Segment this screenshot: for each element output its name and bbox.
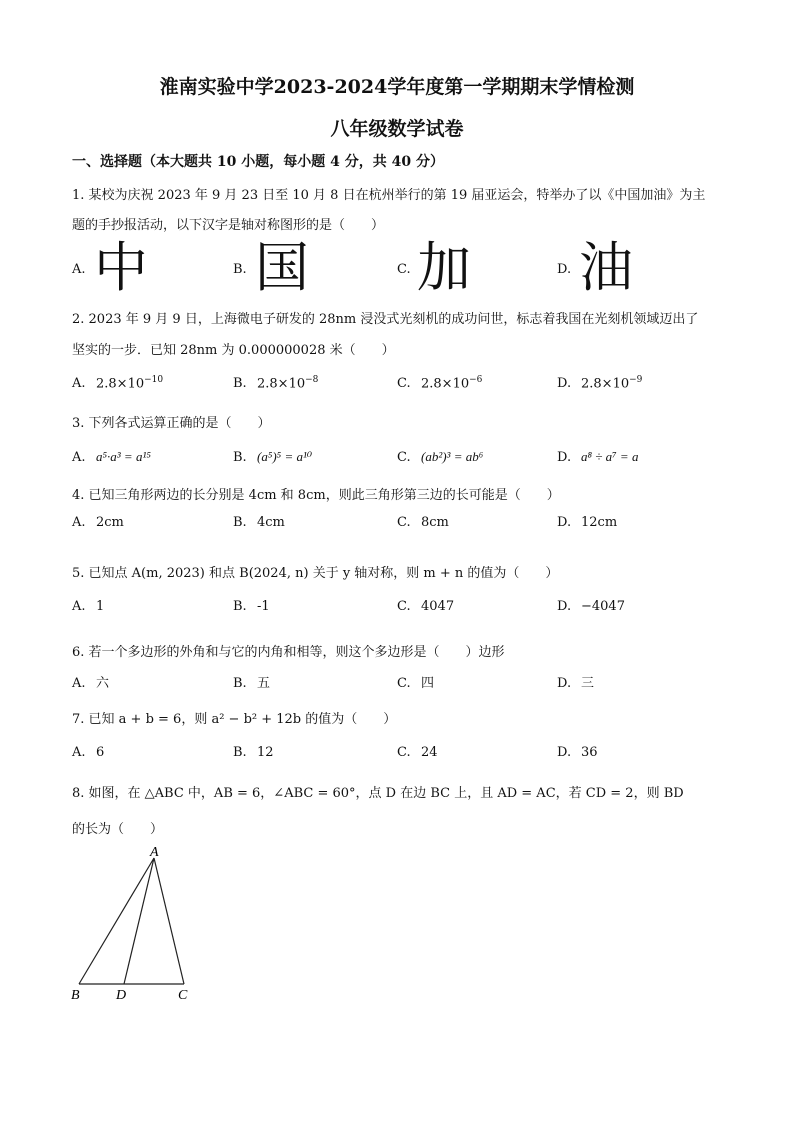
q4-option-b: B. 4cm: [233, 515, 285, 530]
vertex-label-a: A: [150, 845, 159, 860]
segment-ab: [79, 858, 154, 984]
question-6-line-1: 6. 若一个多边形的外角和与它的内角和相等，则这个多边形是（ ）边形: [72, 645, 505, 660]
q4-option-a: A. 2cm: [72, 515, 124, 530]
question-1-line-1: 1. 某校为庆祝 2023 年 9 月 23 日至 10 月 8 日在杭州举行的第 19 届亚运会，特举办了以《中国加油》为主: [72, 188, 706, 203]
q1-option-d-label: D.: [557, 262, 572, 277]
q5-option-c: C. 4047: [397, 599, 455, 614]
vertex-label-d: D: [116, 988, 127, 1003]
question-3-line-1: 3. 下列各式运算正确的是（ ）: [72, 416, 271, 431]
q6-option-a: A. 六: [72, 676, 110, 691]
q1-option-d-char: 油: [579, 236, 633, 299]
segment-ad: [124, 858, 154, 984]
question-8-line-2: 的长为（ ）: [72, 822, 164, 837]
q7-option-a: A. 6: [72, 745, 105, 760]
q2-option-d: D. $2.8\times 10^{-9}$: [557, 375, 643, 392]
vertex-label-b: B: [71, 988, 80, 1003]
q3-option-c: C. (ab²)³ = ab⁶: [397, 449, 484, 465]
segment-ac: [154, 858, 184, 984]
q3-option-a: A. a⁵·a³ = a¹⁵: [72, 449, 151, 465]
triangle-figure: [66, 840, 206, 1005]
vertex-label-c: C: [178, 988, 188, 1003]
q5-option-b: B. -1: [233, 599, 270, 614]
q4-option-d: D. 12cm: [557, 515, 618, 530]
q1-option-c-char: 加: [417, 236, 471, 299]
question-4-line-1: 4. 已知三角形两边的长分别是 4cm 和 8cm，则此三角形第三边的长可能是（ ）: [72, 488, 560, 503]
question-7-line-1: 7. 已知 a + b = 6，则 a² − b² + 12b 的值为（ ）: [72, 712, 397, 727]
q1-option-b-label: B.: [233, 262, 247, 277]
question-8-line-1: 8. 如图，在 △ABC 中，AB = 6，∠ABC = 60°，点 D 在边 BC 上，且 AD = AC，若 CD = 2，则 BD: [72, 786, 684, 801]
q3-option-d: D. a⁸ ÷ a⁷ = a: [557, 449, 639, 465]
section-heading: 一、选择题（本大题共 10 小题，每小题 4 分，共 40 分）: [72, 154, 444, 170]
q6-option-c: C. 四: [397, 676, 435, 691]
q4-option-c: C. 8cm: [397, 515, 449, 530]
question-1-line-2: 题的手抄报活动，以下汉字是轴对称图形的是（ ）: [72, 218, 385, 233]
q2-option-b: B. $2.8\times 10^{-8}$: [233, 375, 319, 392]
exam-title: 淮南实验中学2023-2024学年度第一学期期末学情检测: [159, 76, 635, 98]
question-2-line-2: 坚实的一步．已知 28nm 为 0.000000028 米（ ）: [72, 343, 395, 358]
question-5-line-1: 5. 已知点 A(m, 2023) 和点 B(2024, n) 关于 y 轴对称，则 m + n 的值为（ ）: [72, 566, 559, 581]
q7-option-d: D. 36: [557, 745, 598, 760]
q1-option-c-label: C.: [397, 262, 411, 277]
q2-option-a: A. $2.8\times 10^{-10}$: [72, 375, 164, 392]
q5-option-a: A. 1: [72, 599, 105, 614]
q6-option-d: D. 三: [557, 676, 595, 691]
q7-option-c: C. 24: [397, 745, 438, 760]
exam-subtitle: 八年级数学试卷: [330, 118, 464, 140]
question-2-line-1: 2. 2023 年 9 月 9 日，上海微电子研发的 28nm 浸没式光刻机的成功问世，标志着我国在光刻机领域迈出了: [72, 312, 699, 327]
q1-option-b-char: 国: [255, 236, 309, 299]
q5-option-d: D. −4047: [557, 599, 625, 614]
q3-option-b: B. (a⁵)⁵ = a¹⁰: [233, 449, 313, 465]
q1-option-a-char: 中: [94, 236, 148, 299]
q1-option-a-label: A.: [72, 262, 86, 277]
q7-option-b: B. 12: [233, 745, 274, 760]
q6-option-b: B. 五: [233, 676, 271, 691]
q2-option-c: C. $2.8\times 10^{-6}$: [397, 375, 483, 392]
